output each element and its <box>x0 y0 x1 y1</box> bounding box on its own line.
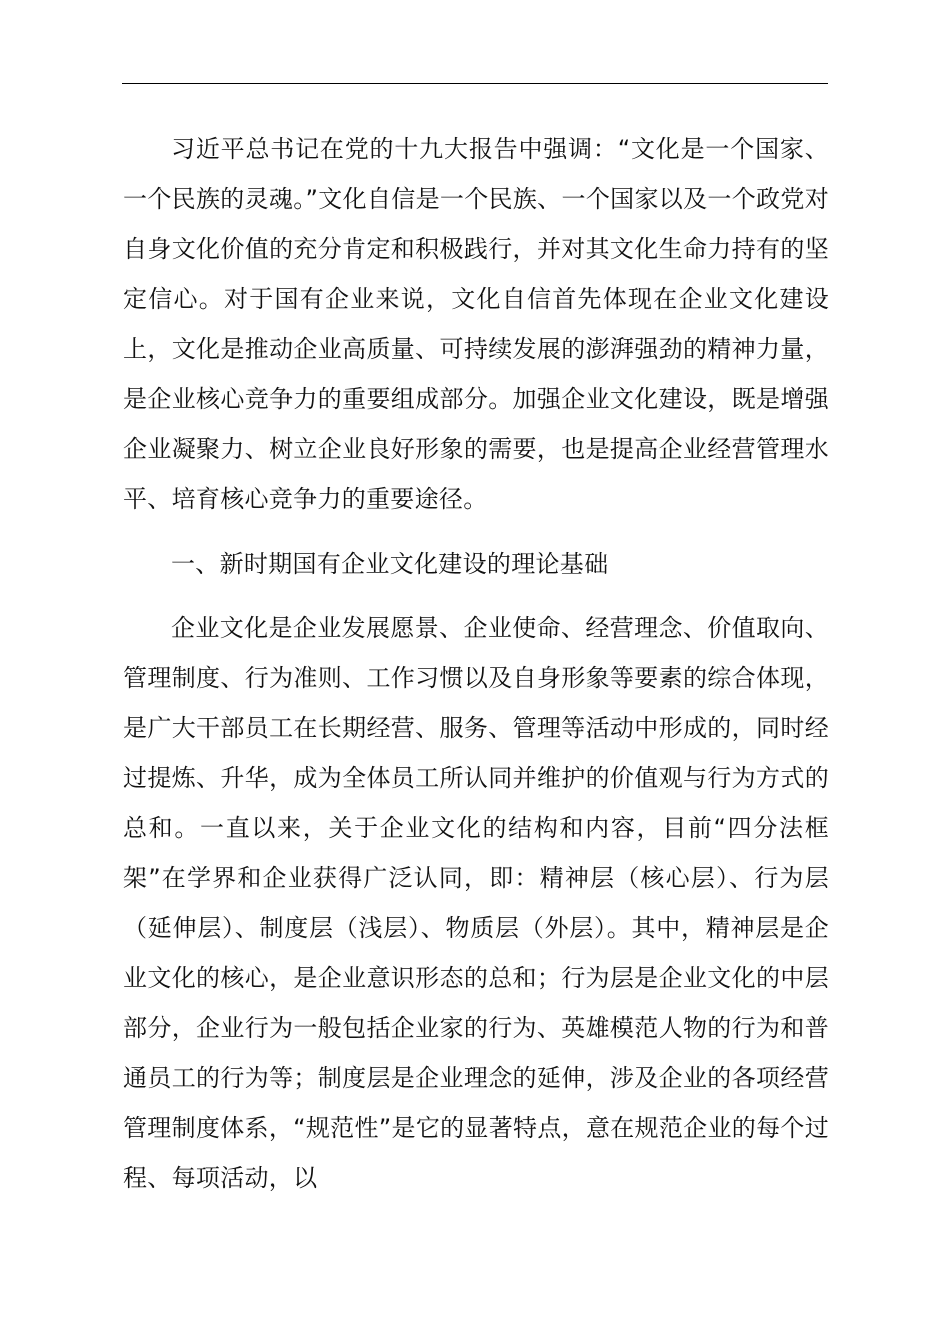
section-heading: 一、新时期国有企业文化建设的理论基础 <box>171 550 609 578</box>
intro-paragraph: 习近平总书记在党的十九大报告中强调：“文化是一个国家、一个民族的灵魂。”文化自信是一个民族、一个国家以及一个政党对自身文化价值的充分肯定和积极践行，并对其文化生命力持有的坚定信心。对于国有企业来说，文化自信首先体现在企业文化建设上，文化是推动企业高质量、可持续发展的澎湃强劲的精神力量，是企业核心竞争力的重要组成部分。加强企业文化建设，既是增强企业凝聚力、树立企业良好形象的需要，也是提高企业经营管理水平、培育核心竞争力的重要途径。 <box>123 135 829 513</box>
document-body <box>123 124 829 1203</box>
header-rule <box>122 83 828 84</box>
theory-paragraph: 企业文化是企业发展愿景、企业使命、经营理念、价值取向、管理制度、行为准则、工作习惯以及自身形象等要素的综合体现，是广大干部员工在长期经营、服务、管理等活动中形成的，同时经过提炼、升华，成为全体员工所认同并维护的价值观与行为方式的总和。一直以来，关于企业文化的结构和内容，目前“四分法框架”在学界和企业获得广泛认同，即：精神层（核心层）、行为层（延伸层）、制度层（浅层）、物质层（外层）。其中，精神层是企业文化的核心，是企业意识形态的总和；行为层是企业文化的中层部分，企业行为一般包括企业家的行为、英雄模范人物的行为和普通员工的行为等；制度层是企业理念的延伸，涉及企业的各项经营管理制度体系，“规范性”是它的显著特点，意在规范企业的每个过程、每项活动，以 <box>123 614 829 1192</box>
